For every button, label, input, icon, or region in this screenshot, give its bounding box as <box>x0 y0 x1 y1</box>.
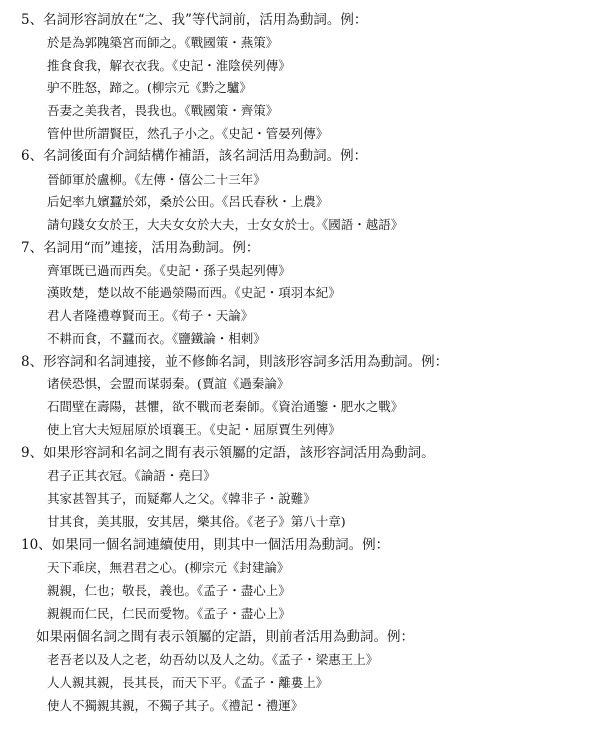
section-7-heading: 7、名詞用“而”連接，活用為動詞。例： <box>21 240 260 256</box>
section-10-subheading: 如果兩個名詞之間有表示領屬的定語，則前者活用為動詞。例： <box>36 629 414 645</box>
example-line: 石間壁在壽陽，甚懼，欲不戰而老秦師。《資治通鑒・肥水之戰》 <box>47 399 404 414</box>
example-line: 於是為郭隗築宮而師之。《戰國策・燕策》 <box>47 35 279 50</box>
example-line: 推食食我，解衣衣我。《史記・淮陰侯列傳》 <box>47 58 291 73</box>
example-line: 其家甚智其子，而疑鄰人之父。《韓非子・說難》 <box>47 491 316 506</box>
example-line: 吾妻之美我者，畏我也。《戰國策・齊策》 <box>47 103 279 118</box>
section-8-heading: 8、形容詞和名詞連接，並不修飾名詞，則該形容詞多活用為動詞。例： <box>21 354 449 370</box>
example-line: 驴不胜怒，蹄之。(柳宗元《黔之驢》 <box>47 80 252 95</box>
section-9-heading: 9、如果形容詞和名詞之間有表示領屬的定語，該形容詞活用為動詞。 <box>21 445 435 461</box>
example-line: 管仲世所謂賢臣，然孔子小之。《史記・管晏列傳》 <box>47 126 329 141</box>
example-line: 齊軍既已過而西矣。《史記・孫子吳起列傳》 <box>47 263 291 278</box>
section-6-heading: 6、名詞後面有介詞結構作補語，該名詞活用為動詞。例： <box>21 148 368 164</box>
example-line: 君人者隆禮尊賢而王。《荀子・天論》 <box>47 308 254 323</box>
example-line: 親親，仁也；敬長，義也。《孟子・盡心上》 <box>47 583 291 598</box>
example-line: 甘其食，美其服，安其居，樂其俗。《老子》第八十章) <box>47 514 346 529</box>
example-line: 晉師軍於盧柳。《左傳・僖公二十三年》 <box>47 172 266 187</box>
example-line: 使人不獨親其親，不獨子其子。《禮記・禮運》 <box>47 698 304 713</box>
example-line: 親親而仁民，仁民而愛物。《孟子・盡心上》 <box>47 606 291 621</box>
example-line: 使上官大夫短屈原於頃襄王。《史記・屈原賈生列傳》 <box>47 422 341 437</box>
example-line: 诸侯恐惧，会盟而谋弱秦。(賈誼《過秦論》 <box>47 376 290 391</box>
example-line: 天下乖戾，無君君之心。(柳宗元《封建論》 <box>47 560 290 575</box>
example-line: 老吾老以及人之老，幼吾幼以及人之幼。《孟子・梁惠王上》 <box>47 652 379 667</box>
example-line: 漢敗楚，楚以故不能過滎陽而西。《史記・項羽本紀》 <box>47 285 341 300</box>
example-line: 君子正其衣冠。《論語・堯曰》 <box>47 468 216 483</box>
example-line: 請句踐女女於王，大夫女女於大夫，士女女於士。《國語・越語》 <box>47 217 404 232</box>
example-line: 后妃率九嬪蠶於郊，桑於公田。《呂氏春秋・上農》 <box>47 194 329 209</box>
section-5-heading: 5、名詞形容詞放在“之、我”等代詞前，活用為動詞。例： <box>21 12 368 28</box>
example-line: 人人親其親，長其長，而天下平。《孟子・離婁上》 <box>47 675 329 690</box>
example-line: 不耕而食，不蠶而衣。《鹽鐵論・相刺》 <box>47 331 266 346</box>
section-10-heading: 10、如果同一個名詞連續使用，則其中一個活用為動詞。例： <box>21 537 390 553</box>
